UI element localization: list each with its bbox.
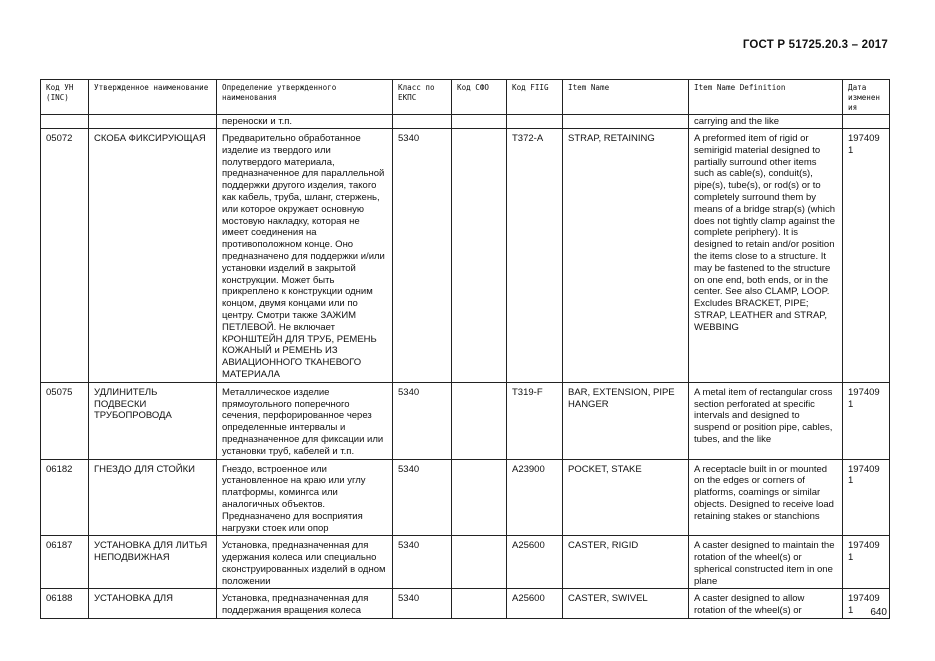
table-row bbox=[41, 589, 890, 619]
cell-en-definition: A caster designed to maintain the rotation of the wheel(s) or spherical constructed item in one plane bbox=[689, 536, 843, 589]
cell-item-name: CASTER, RIGID bbox=[563, 536, 689, 589]
cell-en-definition: A preformed item of rigid or semirigid material designed to partially surround other items such as cable(s), conduit(s), pipe(s), tube(s), or rod(s) or to completely surround them by means of a bridge strap(s) (which does not tightly clamp against the complete periphery). It is designed to retain and/or position the items close to a structure. It may be fastened to the structure on one end, both ends, or in the center. See also CLAMP, LOOP. Excludes BRACKET, PIPE; STRAP, LEATHER and STRAP, WEBBING bbox=[689, 129, 843, 383]
cell-ekps: 5340 bbox=[393, 382, 452, 459]
cell-en-definition: A caster designed to allow rotation of the wheel(s) or bbox=[689, 589, 843, 619]
cell-name: УДЛИНИТЕЛЬ ПОДВЕСКИ ТРУБОПРОВОДА bbox=[89, 382, 217, 459]
cell-item-name: POCKET, STAKE bbox=[563, 459, 689, 536]
cell-en-definition: A receptacle built in or mounted on the edges or corners of platforms, coamings or similar objects. Designed to receive load retaining stakes or stanchions bbox=[689, 459, 843, 536]
cell-fiig: T319-F bbox=[507, 382, 563, 459]
cell-fiig: A23900 bbox=[507, 459, 563, 536]
cell-sfo bbox=[452, 129, 507, 383]
cell-fiig: A25600 bbox=[507, 536, 563, 589]
cell-en-definition: A metal item of rectangular cross section perforated at specific intervals and designed to suspend or position pipe, cables, tubes, and the like bbox=[689, 382, 843, 459]
cell-definition: Установка, предназначенная для поддержания вращения колеса bbox=[217, 589, 393, 619]
cell-inc: 05072 bbox=[41, 129, 89, 383]
table-header-row bbox=[41, 80, 890, 115]
cell-definition: Гнездо, встроенное или установленное на краю или углу платформы, комингса или аналогичных объектов. Предназначено для восприятия нагрузки стоек или опор bbox=[217, 459, 393, 536]
col-header-ekps-class: Класс по ЕКПС bbox=[393, 80, 452, 115]
cell-date: 1974091 bbox=[843, 589, 890, 619]
cell-sfo bbox=[452, 536, 507, 589]
cell-definition: Установка, предназначенная для удержания колеса или специально сконструированных изделий в одном положении bbox=[217, 536, 393, 589]
cell-sfo bbox=[452, 459, 507, 536]
cell-ekps: 5340 bbox=[393, 536, 452, 589]
col-header-item-name: Item Name bbox=[563, 80, 689, 115]
cell-name: УСТАНОВКА ДЛЯ bbox=[89, 589, 217, 619]
cell-sfo bbox=[452, 115, 507, 129]
table-row-continuation bbox=[41, 115, 890, 129]
cell-ekps: 5340 bbox=[393, 129, 452, 383]
col-header-inc: Код УН (INC) bbox=[41, 80, 89, 115]
cell-name: СКОБА ФИКСИРУЮЩАЯ bbox=[89, 129, 217, 383]
col-header-definition: Определение утвержденного наименования bbox=[217, 80, 393, 115]
cell-name bbox=[89, 115, 217, 129]
col-header-item-name-definition: Item Name Definition bbox=[689, 80, 843, 115]
cell-item-name: CASTER, SWIVEL bbox=[563, 589, 689, 619]
item-name-table bbox=[40, 79, 890, 619]
cell-definition: Металлическое изделие прямоугольного поперечного сечения, перфорированное через определенные интервалы и предназначенное для фиксации или установки труб, кабелей и т.п. bbox=[217, 382, 393, 459]
cell-date: 1974091 bbox=[843, 129, 890, 383]
cell-definition: Предварительно обработанное изделие из твердого или полутвердого материала, предназначенное для параллельной поддержки другого изделия, такого как кабель, труба, шланг, стержень, или которое окружает основную мостовую накладку, которая не имеет соединения на противоположном конце. Оно предназначено для поддержки и/или установки изделий в закрытой конструкции. Может быть прикреплено к конструкции одним концом, двумя концами или по центру. Смотри также ЗАЖИМ ПЕТЛЕВОЙ. Не включает КРОНШТЕЙН ДЛЯ ТРУБ, РЕМЕНЬ КОЖАНЫЙ и РЕМЕНЬ ИЗ АВИАЦИОННОГО ТКАНЕВОГО МАТЕРИАЛА bbox=[217, 129, 393, 383]
cell-fiig: A25600 bbox=[507, 589, 563, 619]
col-header-fiig-code: Код FIIG bbox=[507, 80, 563, 115]
cell-fiig bbox=[507, 115, 563, 129]
cell-date: 1974091 bbox=[843, 459, 890, 536]
cell-sfo bbox=[452, 382, 507, 459]
cell-inc: 06187 bbox=[41, 536, 89, 589]
cell-inc: 06182 bbox=[41, 459, 89, 536]
col-header-approved-name: Утвержденное наименование bbox=[89, 80, 217, 115]
col-header-sfo-code: Код СФО bbox=[452, 80, 507, 115]
cell-en-definition: carrying and the like bbox=[689, 115, 843, 129]
cell-definition: переноски и т.п. bbox=[217, 115, 393, 129]
cell-inc bbox=[41, 115, 89, 129]
table-row bbox=[41, 459, 890, 536]
cell-ekps: 5340 bbox=[393, 589, 452, 619]
cell-item-name bbox=[563, 115, 689, 129]
cell-item-name: BAR, EXTENSION, PIPE HANGER bbox=[563, 382, 689, 459]
page-number: 640 bbox=[870, 607, 887, 618]
cell-ekps: 5340 bbox=[393, 459, 452, 536]
cell-date: 1974091 bbox=[843, 536, 890, 589]
cell-name: ГНЕЗДО ДЛЯ СТОЙКИ bbox=[89, 459, 217, 536]
cell-item-name: STRAP, RETAINING bbox=[563, 129, 689, 383]
cell-fiig: T372-A bbox=[507, 129, 563, 383]
table-row bbox=[41, 382, 890, 459]
document-title: ГОСТ Р 51725.20.3 – 2017 bbox=[742, 39, 888, 51]
cell-inc: 05075 bbox=[41, 382, 89, 459]
cell-ekps bbox=[393, 115, 452, 129]
table-row bbox=[41, 536, 890, 589]
cell-date bbox=[843, 115, 890, 129]
cell-name: УСТАНОВКА ДЛЯ ЛИТЬЯ НЕПОДВИЖНАЯ bbox=[89, 536, 217, 589]
cell-date: 1974091 bbox=[843, 382, 890, 459]
col-header-change-date: Дата изменения bbox=[843, 80, 890, 115]
cell-sfo bbox=[452, 589, 507, 619]
table-row bbox=[41, 129, 890, 383]
cell-inc: 06188 bbox=[41, 589, 89, 619]
